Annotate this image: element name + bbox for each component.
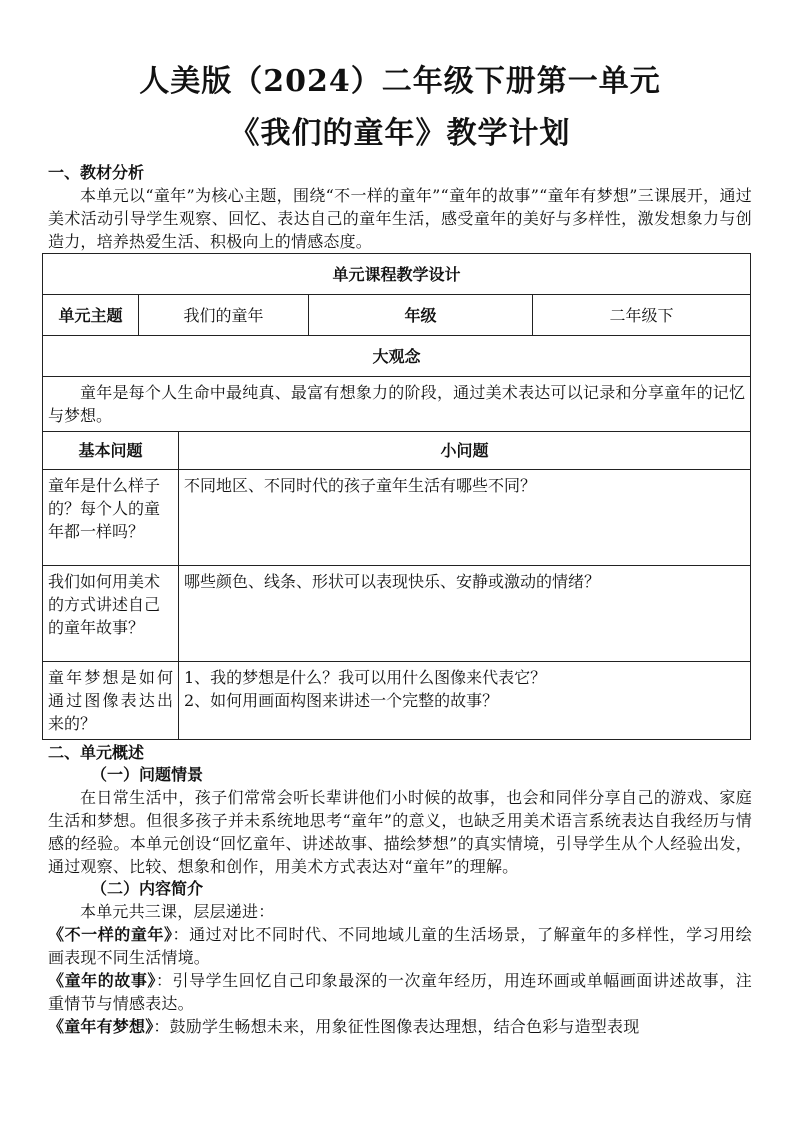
theme-value: 我们的童年 <box>139 295 309 336</box>
content-intro-paragraph: 本单元共三课，层层递进： <box>80 902 275 921</box>
big-idea-label: 大观念 <box>43 336 751 377</box>
section-heading-overview: 二、单元概述 <box>48 743 145 762</box>
basic-question-1: 童年是什么样子的？每个人的童年都一样吗？ <box>43 470 179 566</box>
grade-label: 年级 <box>309 295 533 336</box>
lesson-1-name: 《不一样的童年》 <box>48 925 173 944</box>
basic-question-2: 我们如何用美术的方式讲述自己的童年故事？ <box>43 566 179 662</box>
small-question-label: 小问题 <box>179 432 751 470</box>
small-question-3-line-1: 1、我的梦想是什么？我可以用什么图像来代表它？ <box>184 668 547 687</box>
title-line-1: 人美版（2024）二年级下册第一单元 <box>139 64 661 99</box>
document-title <box>48 56 752 160</box>
lesson-1-paragraph <box>48 923 752 969</box>
grade-value: 二年级下 <box>533 295 751 336</box>
small-question-2-line: 哪些颜色、线条、形状可以表现快乐、安静或激动的情绪？ <box>184 572 601 591</box>
analysis-paragraph: 本单元以“童年”为核心主题，围绕“不一样的童年”“童年的故事”“童年有梦想”三课展开，通过美术活动引导学生观察、回忆、表达自己的童年生活，感受童年的美好与多样性，激发想象力与创造力，培养热爱生活、积极向上的情感态度。 <box>48 186 752 251</box>
big-idea-text: 童年是每个人生命中最纯真、最富有想象力的阶段，通过美术表达可以记录和分享童年的记忆与梦想。 <box>43 377 751 432</box>
subheading-problem-context: （一）问题情景 <box>91 765 204 784</box>
small-question-2 <box>179 566 751 662</box>
basic-question-3: 童年梦想是如何通过图像表达出来的？ <box>43 662 179 740</box>
lesson-2-text: ：引导学生回忆自己印象最深的一次童年经历，用连环画或单幅画面讲述故事，注重情节与情感表达。 <box>48 971 752 1013</box>
lesson-3-name: 《童年有梦想》 <box>48 1017 154 1036</box>
subheading-content-intro: （二）内容简介 <box>91 879 204 898</box>
document-page <box>48 56 752 1038</box>
section-heading-analysis: 一、教材分析 <box>48 163 145 182</box>
lesson-2-name: 《童年的故事》 <box>48 971 156 990</box>
title-line-2: 《我们的童年》教学计划 <box>229 116 571 151</box>
lesson-3-text: ：鼓励学生畅想未来，用象征性图像表达理想，结合色彩与造型表现 <box>153 1017 640 1036</box>
lesson-2-paragraph <box>48 969 752 1015</box>
small-question-3 <box>179 662 751 740</box>
problem-context-paragraph: 在日常生活中，孩子们常常会听长辈讲他们小时候的故事，也会和同伴分享自己的游戏、家庭生活和梦想。但很多孩子并未系统地思考“童年”的意义，也缺乏用美术语言系统表达自我经历与情感的经验。本单元创设“回忆童年、讲述故事、描绘梦想”的真实情境，引导学生从个人经验出发，通过观察、比较、想象和创作，用美术方式表达对“童年”的理解。 <box>48 788 752 876</box>
small-question-1-line: 不同地区、不同时代的孩子童年生活有哪些不同？ <box>184 476 537 495</box>
table-header: 单元课程教学设计 <box>43 254 751 295</box>
unit-design-table <box>42 253 751 740</box>
basic-question-label: 基本问题 <box>43 432 179 470</box>
theme-label: 单元主题 <box>43 295 139 336</box>
lesson-1-text: ：通过对比不同时代、不同地域儿童的生活场景，了解童年的多样性，学习用绘画表现不同生活情境。 <box>48 925 752 967</box>
lesson-3-paragraph <box>48 1015 752 1038</box>
small-question-3-line-2: 2、如何用画面构图来讲述一个完整的故事？ <box>184 691 499 710</box>
small-question-1 <box>179 470 751 566</box>
